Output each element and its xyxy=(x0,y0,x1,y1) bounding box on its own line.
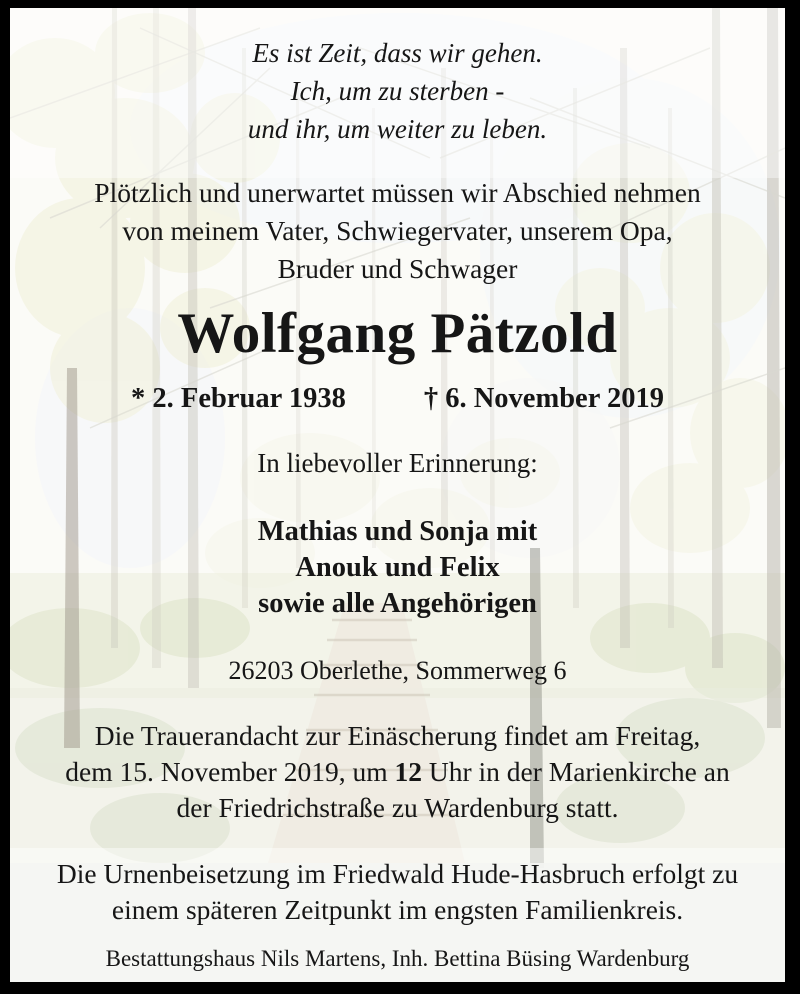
intro-line: Plötzlich und unerwartet müssen wir Abschied nehmen xyxy=(94,177,701,208)
address-line: 26203 Oberlethe, Sommerweg 6 xyxy=(228,656,567,685)
notice-content xyxy=(10,8,785,982)
dates-row xyxy=(10,382,785,416)
service-line-post: Uhr in der Marienkirche an xyxy=(421,756,730,787)
birth-date: * 2. Februar 1938 xyxy=(131,383,346,414)
mourner-line: Mathias und Sonja mit xyxy=(257,516,538,547)
verse-block xyxy=(10,34,785,148)
service-line: der Friedrichstraße zu Wardenburg statt. xyxy=(176,792,619,823)
service-paragraph xyxy=(10,718,785,826)
intro-line: Bruder und Schwager xyxy=(277,253,518,284)
verse-line: Ich, um zu sterben - xyxy=(290,76,505,106)
photo-area xyxy=(10,8,785,982)
service-line: Die Trauerandacht zur Einäscherung findet am Freitag, xyxy=(94,720,701,751)
remembrance-heading: In liebevoller Erinnerung: xyxy=(257,448,538,478)
mourner-line: Anouk und Felix xyxy=(295,552,500,583)
deceased-name: Wolfgang Pätzold xyxy=(177,302,618,365)
burial-line: einem späteren Zeitpunkt im engsten Familienkreis. xyxy=(111,894,684,925)
verse-line: und ihr, um weiter zu leben. xyxy=(247,114,548,144)
intro-line: von meinem Vater, Schwiegervater, unserem Opa, xyxy=(122,215,673,246)
verse-line: Es ist Zeit, dass wir gehen. xyxy=(252,38,543,68)
death-date: † 6. November 2019 xyxy=(423,383,664,414)
intro-block xyxy=(10,174,785,288)
funeral-home-line: Bestattungshaus Nils Martens, Inh. Bettina Büsing Wardenburg xyxy=(105,946,690,971)
service-time: 12 xyxy=(394,756,422,787)
mourners-block xyxy=(10,514,785,622)
burial-paragraph xyxy=(10,856,785,928)
service-line xyxy=(10,754,785,790)
burial-line: Die Urnenbeisetzung im Friedwald Hude-Hasbruch erfolgt zu xyxy=(56,858,739,889)
mourner-line: sowie alle Angehörigen xyxy=(258,588,537,619)
service-line-pre: dem 15. November 2019, um xyxy=(65,756,395,787)
